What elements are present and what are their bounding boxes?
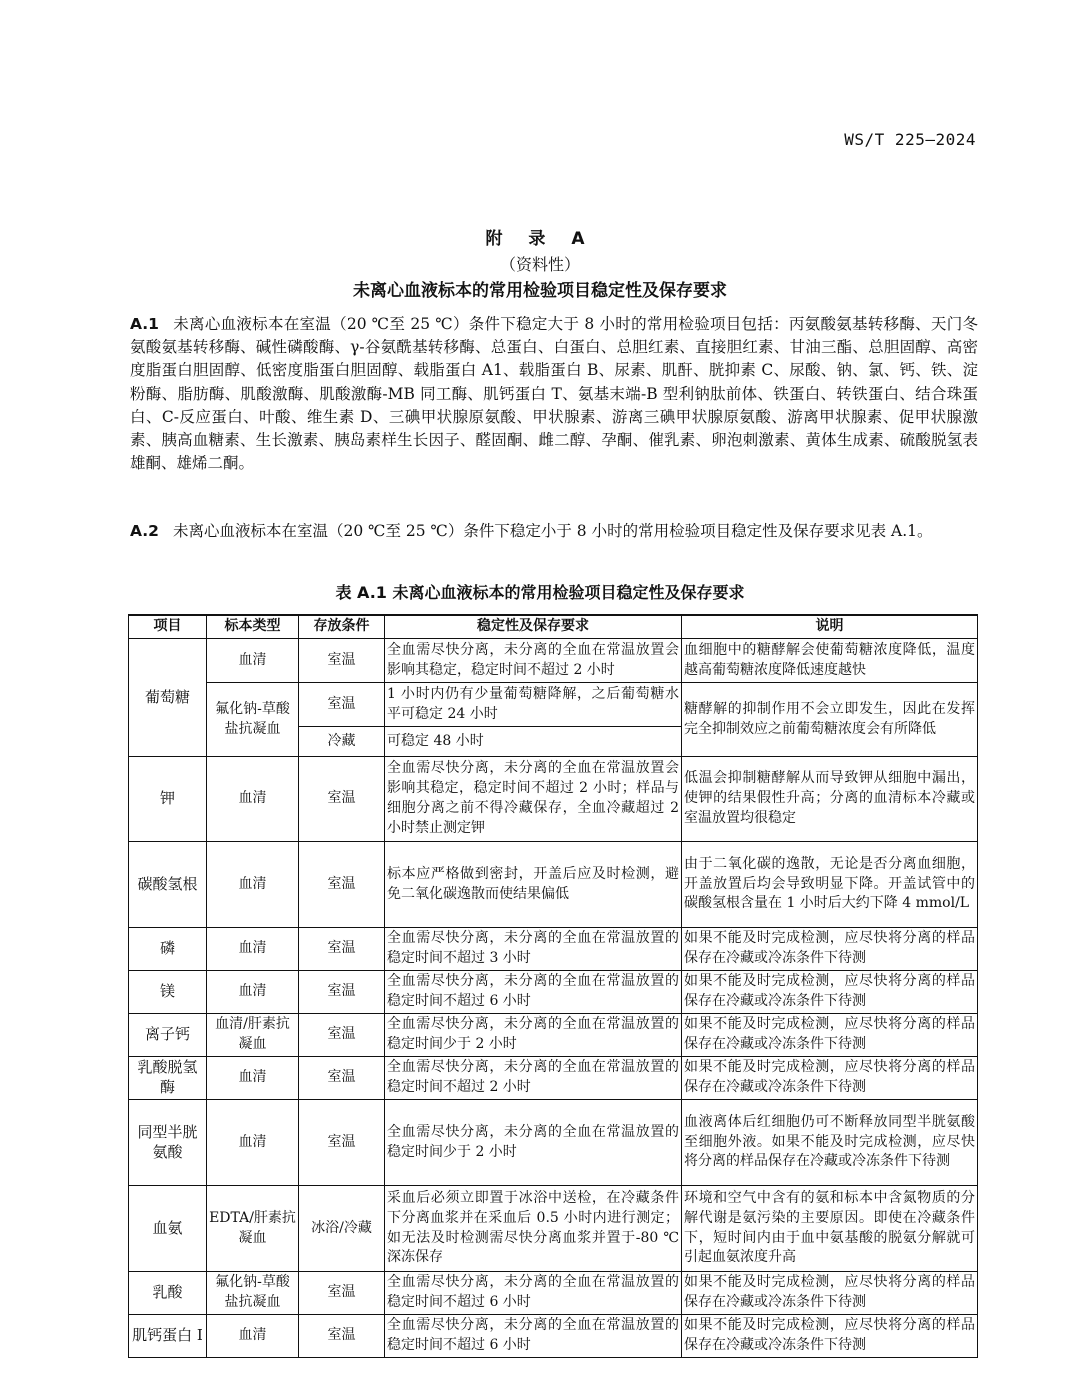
table-row	[129, 1315, 978, 1358]
specimen-type-cell: 血清/肝素抗凝血	[207, 1014, 299, 1057]
col-header-item: 项目	[129, 615, 207, 639]
table-row	[129, 1272, 978, 1315]
stability-cell: 全血需尽快分离，未分离的全血在常温放置的稳定时间不超过 6 小时	[385, 971, 682, 1014]
stability-cell: 全血需尽快分离，未分离的全血在常温放置会影响其稳定，稳定时间不超过 2 小时	[385, 639, 682, 683]
section-text: 未离心血液标本在室温（20 ℃至 25 ℃）条件下稳定大于 8 小时的常用检验项目包括：丙氨酸氨基转移酶、天门冬氨酸氨基转移酶、碱性磷酸酶、γ-谷氨酰基转移酶、总蛋白、白蛋白、总胆红素、直接胆红素、甘油三酯、总胆固醇、高密度脂蛋白胆固醇、低密度脂蛋白胆固醇、载脂蛋白 A1、载脂蛋白 B、尿素、肌酐、胱抑素 C、尿酸、钠、氯、钙、铁、淀粉酶、脂肪酶、肌酸激酶、肌酸激酶-MB 同工酶、肌钙蛋白 T、氨基末端-B 型利钠肽前体、铁蛋白、转铁蛋白、结合珠蛋白、C-反应蛋白、叶酸、维生素 D、三碘甲状腺原氨酸、甲状腺素、游离三碘甲状腺原氨酸、游离甲状腺素、促甲状腺激素、胰高血糖素、生长激素、胰岛素样生长因子、醛固酮、雌二醇、孕酮、催乳素、卵泡刺激素、黄体生成素、硫酸脱氢表雄酮、雄烯二酮。	[130, 315, 978, 473]
table-row	[129, 757, 978, 842]
table-row	[129, 928, 978, 971]
section-a2	[130, 520, 978, 543]
stability-cell: 全血需尽快分离，未分离的全血在常温放置会影响其稳定，稳定时间不超过 2 小时；样品与细胞分离之前不得冷藏保存，全血冷藏超过 2 小时禁止测定钾	[385, 757, 682, 842]
note-cell: 血液离体后红细胞仍可不断释放同型半胱氨酸至细胞外液。如果不能及时完成检测，应尽快将分离的样品保存在冷藏或冷冻条件下待测	[682, 1100, 978, 1186]
appendix-title: 附 录 A	[485, 229, 595, 249]
note-cell: 如果不能及时完成检测，应尽快将分离的样品保存在冷藏或冷冻条件下待测	[682, 1014, 978, 1057]
item-cell: 钾	[129, 757, 207, 842]
condition-cell: 室温	[299, 928, 385, 971]
stability-cell: 全血需尽快分离，未分离的全血在常温放置的稳定时间少于 2 小时	[385, 1014, 682, 1057]
condition-cell: 室温	[299, 1272, 385, 1315]
condition-cell: 冷藏	[299, 727, 385, 757]
section-text: 未离心血液标本在室温（20 ℃至 25 ℃）条件下稳定小于 8 小时的常用检验项目稳定性及保存要求见表 A.1。	[172, 522, 933, 540]
note-cell: 如果不能及时完成检测，应尽快将分离的样品保存在冷藏或冷冻条件下待测	[682, 971, 978, 1014]
condition-cell: 室温	[299, 1100, 385, 1186]
section-number: A.2	[130, 522, 159, 540]
specimen-type-cell: 血清	[207, 757, 299, 842]
section-number: A.1	[130, 315, 159, 333]
col-header-specimen-type: 标本类型	[207, 615, 299, 639]
specimen-type-cell: 血清	[207, 842, 299, 928]
table-header-row	[129, 615, 978, 639]
stability-cell: 全血需尽快分离，未分离的全血在常温放置的稳定时间不超过 3 小时	[385, 928, 682, 971]
table-row	[129, 1186, 978, 1272]
item-cell: 碳酸氢根	[129, 842, 207, 928]
condition-cell: 室温	[299, 1315, 385, 1358]
col-header-storage-condition: 存放条件	[299, 615, 385, 639]
standard-number: WS/T 225—2024	[844, 130, 976, 149]
specimen-type-cell: 血清	[207, 1100, 299, 1186]
table-row	[129, 971, 978, 1014]
specimen-type-cell: 血清	[207, 1315, 299, 1358]
specimen-type-cell: 血清	[207, 928, 299, 971]
note-cell: 环境和空气中含有的氨和标本中含氮物质的分解代谢是氨污染的主要原因。即使在冷藏条件下，短时间内由于血中氨基酸的脱氨分解就可引起血氨浓度升高	[682, 1186, 978, 1272]
table-caption: 表 A.1 未离心血液标本的常用检验项目稳定性及保存要求	[335, 583, 745, 602]
col-header-note: 说明	[682, 615, 978, 639]
specimen-type-cell: EDTA/肝素抗凝血	[207, 1186, 299, 1272]
specimen-type-cell: 氟化钠-草酸盐抗凝血	[207, 1272, 299, 1315]
col-header-stability: 稳定性及保存要求	[385, 615, 682, 639]
stability-cell: 全血需尽快分离，未分离的全血在常温放置的稳定时间少于 2 小时	[385, 1100, 682, 1186]
stability-cell: 采血后必须立即置于冰浴中送检，在冷藏条件下分离血浆并在采血后 0.5 小时内进行测定；如无法及时检测需尽快分离血浆并置于-80 ℃深冻保存	[385, 1186, 682, 1272]
note-cell: 如果不能及时完成检测，应尽快将分离的样品保存在冷藏或冷冻条件下待测	[682, 1057, 978, 1100]
note-cell: 低温会抑制糖酵解从而导致钾从细胞中漏出，使钾的结果假性升高；分离的血清标本冷藏或室温放置均很稳定	[682, 757, 978, 842]
condition-cell: 室温	[299, 1057, 385, 1100]
stability-cell: 可稳定 48 小时	[385, 727, 682, 757]
table-row	[129, 1014, 978, 1057]
note-cell: 如果不能及时完成检测，应尽快将分离的样品保存在冷藏或冷冻条件下待测	[682, 928, 978, 971]
note-cell: 如果不能及时完成检测，应尽快将分离的样品保存在冷藏或冷冻条件下待测	[682, 1315, 978, 1358]
specimen-type-cell: 血清	[207, 971, 299, 1014]
appendix-heading	[0, 228, 1080, 304]
specimen-type-cell: 血清	[207, 639, 299, 683]
condition-cell: 冰浴/冷藏	[299, 1186, 385, 1272]
stability-cell: 标本应严格做到密封，开盖后应及时检测，避免二氧化碳逸散而使结果偏低	[385, 842, 682, 928]
stability-table	[128, 614, 978, 1358]
note-cell: 由于二氧化碳的逸散，无论是否分离血细胞，开盖放置后均会导致明显下降。开盖试管中的碳酸氢根含量在 1 小时后大约下降 4 mmol/L	[682, 842, 978, 928]
item-cell: 乳酸	[129, 1272, 207, 1315]
item-cell: 镁	[129, 971, 207, 1014]
table-row	[129, 1057, 978, 1100]
item-cell: 同型半胱氨酸	[129, 1100, 207, 1186]
stability-cell: 1 小时内仍有少量葡萄糖降解，之后葡萄糖水平可稳定 24 小时	[385, 683, 682, 727]
item-cell: 乳酸脱氢酶	[129, 1057, 207, 1100]
note-cell: 血细胞中的糖酵解会使葡萄糖浓度降低，温度越高葡萄糖浓度降低速度越快	[682, 639, 978, 683]
condition-cell: 室温	[299, 683, 385, 727]
note-cell: 糖酵解的抑制作用不会立即发生，因此在发挥完全抑制效应之前葡萄糖浓度会有所降低	[682, 683, 978, 757]
item-cell: 血氨	[129, 1186, 207, 1272]
item-cell: 肌钙蛋白 I	[129, 1315, 207, 1358]
item-cell: 离子钙	[129, 1014, 207, 1057]
appendix-subject: 未离心血液标本的常用检验项目稳定性及保存要求	[353, 281, 727, 301]
note-cell: 如果不能及时完成检测，应尽快将分离的样品保存在冷藏或冷冻条件下待测	[682, 1272, 978, 1315]
table-row	[129, 1100, 978, 1186]
stability-cell: 全血需尽快分离，未分离的全血在常温放置的稳定时间不超过 2 小时	[385, 1057, 682, 1100]
specimen-type-cell: 氟化钠-草酸盐抗凝血	[207, 683, 299, 757]
condition-cell: 室温	[299, 842, 385, 928]
stability-cell: 全血需尽快分离，未分离的全血在常温放置的稳定时间不超过 6 小时	[385, 1272, 682, 1315]
condition-cell: 室温	[299, 1014, 385, 1057]
appendix-nature: （资料性）	[499, 255, 580, 274]
item-cell: 葡萄糖	[129, 639, 207, 757]
section-a1	[130, 313, 978, 475]
stability-cell: 全血需尽快分离，未分离的全血在常温放置的稳定时间不超过 6 小时	[385, 1315, 682, 1358]
condition-cell: 室温	[299, 639, 385, 683]
specimen-type-cell: 血清	[207, 1057, 299, 1100]
table-row	[129, 639, 978, 683]
table-row	[129, 683, 978, 727]
table-row	[129, 842, 978, 928]
item-cell: 磷	[129, 928, 207, 971]
condition-cell: 室温	[299, 971, 385, 1014]
condition-cell: 室温	[299, 757, 385, 842]
